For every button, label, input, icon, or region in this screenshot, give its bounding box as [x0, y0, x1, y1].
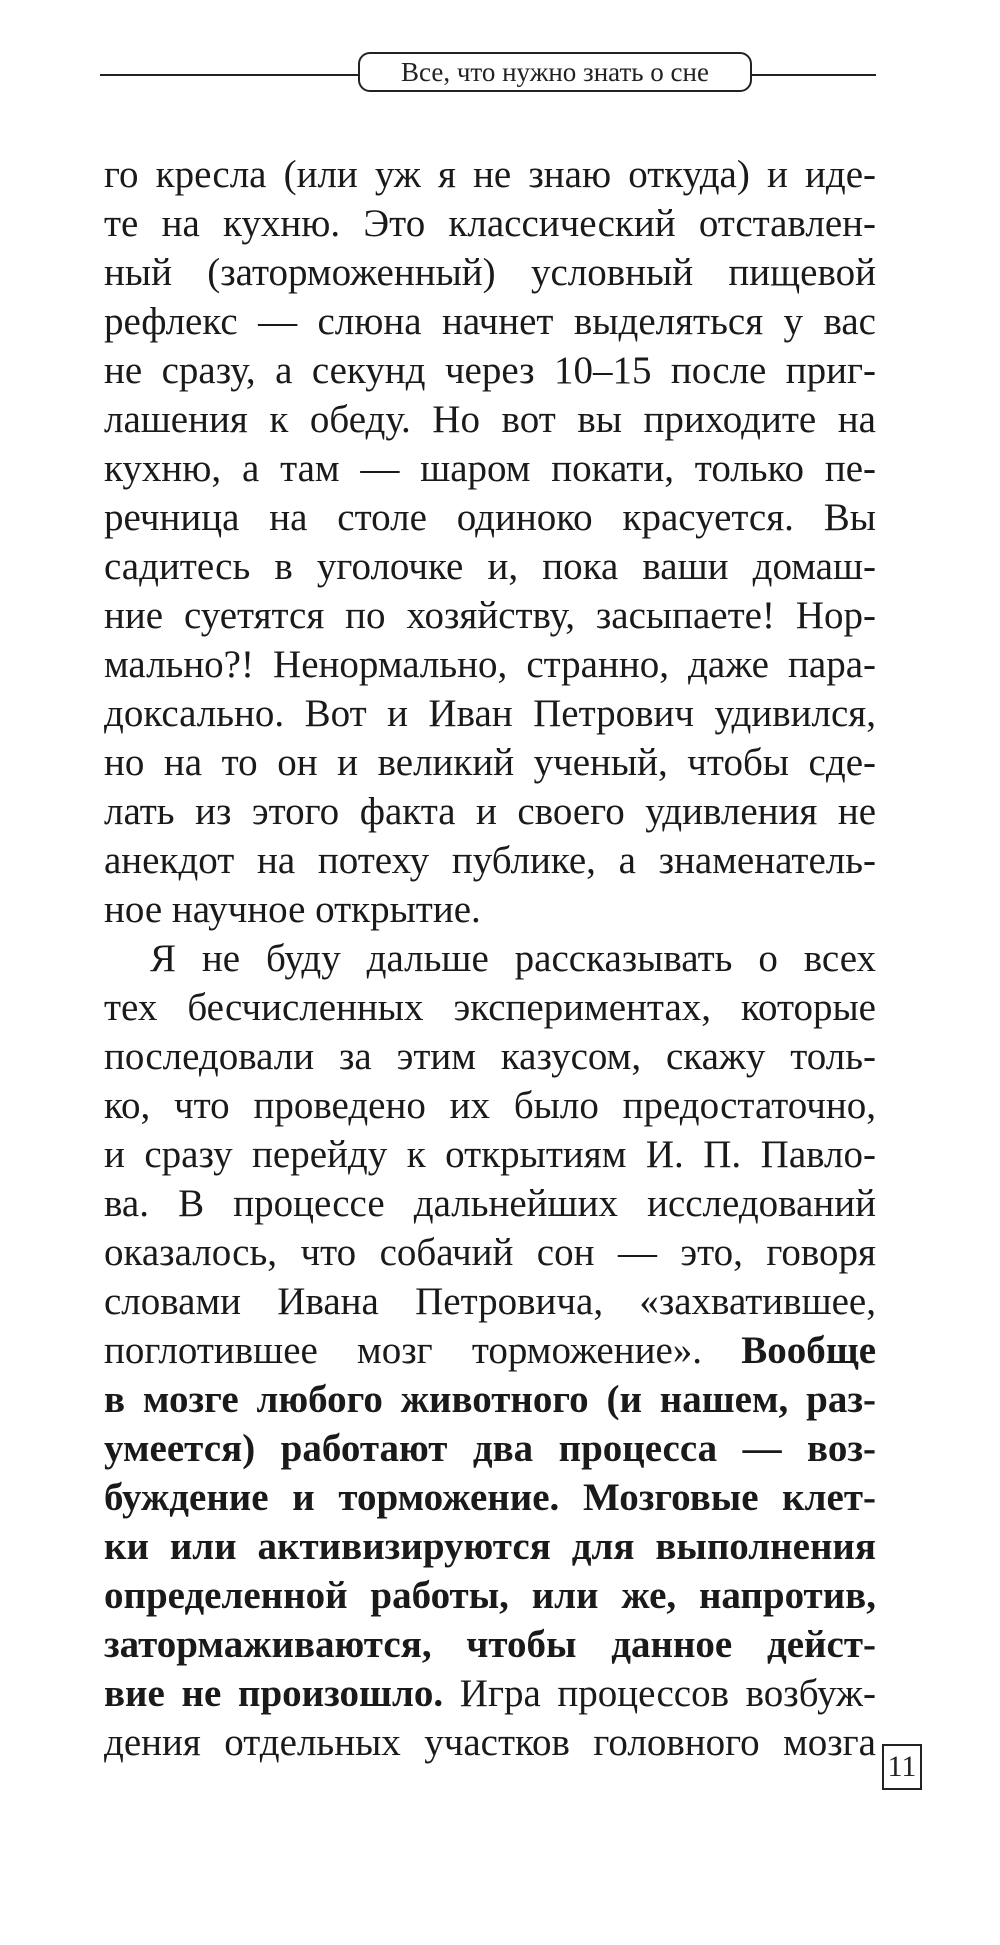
- text-line: ние суетятся по хозяйству, засыпаете! Нор-: [104, 594, 876, 637]
- text-line: тех бесчисленных экспериментах, которые: [104, 986, 876, 1029]
- text-line: речница на столе одиноко красуется. Вы: [104, 496, 876, 539]
- text-line: дения отдельных участков головного мозга: [104, 1721, 876, 1764]
- text-line-paragraph-start: Я не буду дальше рассказывать о всех: [150, 937, 876, 980]
- text-line: те на кухню. Это классический отставлен-: [104, 202, 876, 245]
- header-rule-left: [100, 74, 358, 76]
- text-line: анекдот на потеху публике, а знаменатель-: [104, 839, 876, 882]
- text-line: садитесь в уголочке и, пока ваши домаш-: [104, 545, 876, 588]
- text-line: кухню, а там — шаром покати, только пе-: [104, 447, 876, 490]
- page-number: 11: [882, 1744, 922, 1790]
- text-line: доксально. Вот и Иван Петрович удивился,: [104, 692, 876, 735]
- text-line: словами Ивана Петровича, «захватившее,: [104, 1280, 876, 1323]
- text-line: го кресла (или уж я не знаю откуда) и иде-: [104, 153, 876, 196]
- text-line: мально?! Ненормально, странно, даже пара-: [104, 643, 876, 686]
- header-rule-right: [752, 74, 876, 76]
- text-line: оказалось, что собачий сон — это, говоря: [104, 1231, 876, 1274]
- body-text: [104, 150, 876, 1767]
- text-run-plain: поглотившее мозг торможение».: [104, 1329, 742, 1372]
- text-line: не сразу, а секунд через 10–15 после приг-: [104, 349, 876, 392]
- text-line-bold: затормаживаются, чтобы данное дейст-: [104, 1623, 876, 1666]
- text-line-bold: определенной работы, или же, напротив,: [104, 1574, 876, 1617]
- text-line: ко, что проведено их было предостаточно,: [104, 1084, 876, 1127]
- running-header-title: Все, что нужно знать о сне: [358, 52, 752, 92]
- text-line: лашения к обеду. Но вот вы приходите на: [104, 398, 876, 441]
- running-header: [100, 52, 876, 92]
- text-line-mixed: [104, 1669, 876, 1718]
- text-run-bold: Вообще: [741, 1329, 876, 1372]
- text-run-plain: Игра процессов возбуж-: [443, 1672, 876, 1715]
- text-line-bold: в мозге любого животного (и нашем, раз-: [104, 1378, 876, 1421]
- text-line: но на то он и великий ученый, чтобы сде-: [104, 741, 876, 784]
- text-line-bold: умеется) работают два процесса — воз-: [104, 1427, 876, 1470]
- text-line-bold: ки или активизируются для выполнения: [104, 1525, 876, 1568]
- text-line: и сразу перейду к открытиям И. П. Павло-: [104, 1133, 876, 1176]
- text-line-mixed: [104, 1326, 876, 1375]
- text-line: рефлекс — слюна начнет выделяться у вас: [104, 300, 876, 343]
- text-line: лать из этого факта и своего удивления не: [104, 790, 876, 833]
- text-run-bold: вие не произошло.: [104, 1672, 444, 1715]
- text-line-bold: буждение и торможение. Мозговые клет-: [104, 1476, 876, 1519]
- text-line-paragraph-end: ное научное открытие.: [104, 888, 481, 931]
- text-line: ва. В процессе дальнейших исследований: [104, 1182, 876, 1225]
- text-line: последовали за этим казусом, скажу толь-: [104, 1035, 876, 1078]
- text-line: ный (заторможенный) условный пищевой: [104, 251, 876, 294]
